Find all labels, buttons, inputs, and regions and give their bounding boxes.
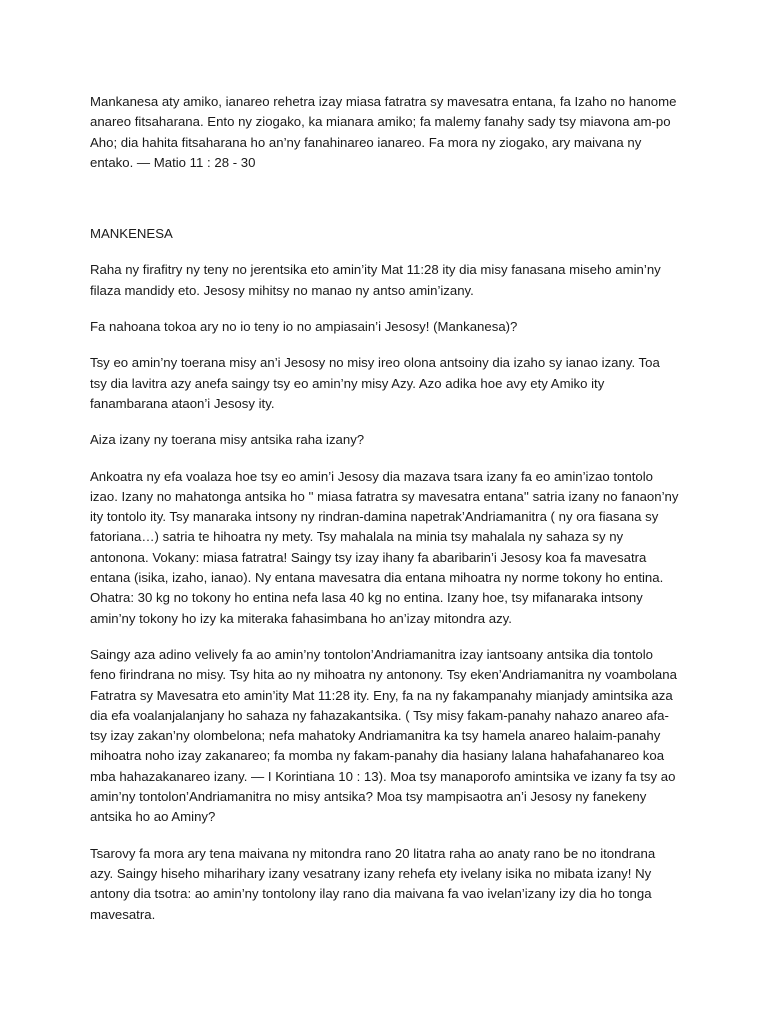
paragraph: Aiza izany ny toerana misy antsika raha izany?: [90, 432, 365, 448]
document-body: [90, 92, 680, 941]
section-heading: MANKENESA: [90, 226, 173, 242]
paragraph: Tsarovy fa mora ary tena maivana ny mitondra rano 20 litatra raha ao anaty rano be no itondrana azy. Saingy hiseho miharihary izany vesatrany izany rehefa ety ivelany isika no mibata izany! Ny antony dia tsotra: ao amin’ny tontolony ilay rano dia maivana fa vao ivelan’izany izy dia ho tonga mavesatra.: [90, 845, 656, 922]
paragraph: Raha ny firafitry ny teny no jerentsika eto amin’ity Mat 11:28 ity dia misy fanasana miseho amin’ny filaza mandidy eto. Jesosy mihitsy no manao ny antso amin’izany.: [90, 262, 661, 298]
paragraph: Ankoatra ny efa voalaza hoe tsy eo amin’i Jesosy dia mazava tsara izany fa eo amin’izao tontolo izao. Izany no mahatonga antsika ho '' miasa fatratra sy mavesatra entana'' satria izany no fanaon’ny ity tontolo ity. Tsy manaraka intsony ny rindran-damina napetrak’Andriamanitra ( ny ora fiasana sy fatoriana…) satria te hihoatra ny mety. Tsy mahalala na minia tsy mahalala ny sahaza sy ny antonona. Vokany: miasa fatratra! Saingy tsy izay ihany fa abaribarin’i Jesosy koa fa mavesatra entana (isika, izaho, ianao). Ny entana mavesatra dia entana mihoatra ny norme tokony ho entina. Ohatra: 30 kg no tokony ho entina nefa lasa 40 kg no entina. Izany hoe, tsy mifanaraka intsony amin’ny tokony ho izy ka miteraka fahasimbana ho an’izay mitondra azy.: [90, 468, 679, 626]
paragraph: Saingy aza adino velively fa ao amin’ny tontolon’Andriamanitra izay iantsoany antsika dia tontolo feno firindrana no misy. Tsy hita ao ny mihoatra ny antonony. Tsy eken’Andriamanitra ny voambolana Fatratra sy Mavesatra eto amin’ity Mat 11:28 ity. Eny, fa na ny fakampanahy mianjady amintsika aza dia efa voalanjalanjany ho sahaza ny fahazakantsika. ( Tsy misy fakam-panahy nahazo anareo afa-tsy izay zakan’ny olombelona; nefa mahatoky Andriamanitra ka tsy hamela anareo halaim-panahy mihoatra noho izay zakanareo; fa momba ny fakam-panahy dia hasiany lalana hahafahanareo koa mba hahazakanareo izany. — I Korintiana 10 : 13). Moa tsy manaporofo amintsika ve izany fa tsy ao amin’ny tontolon’Andriamanitra no misy antsika? Moa tsy mampisaotra an’i Jesosy ny fanekeny antsika ho ao Aminy?: [90, 646, 677, 825]
scripture-quote: Mankanesa aty amiko, ianareo rehetra izay miasa fatratra sy mavesatra entana, fa Izaho no hanome anareo fitsaharana. Ento ny ziogako, ka mianara amiko; fa malemy fanahy sady tsy miavona am-po Aho; dia hahita fitsaharana ho an’ny fanahinareo ianareo. Fa mora ny ziogako, ary maivana ny entako. — Matio 11 : 28 - 30: [90, 94, 677, 170]
paragraph: Fa nahoana tokoa ary no io teny io no ampiasain’i Jesosy! (Mankanesa)?: [90, 319, 518, 335]
paragraph: Tsy eo amin’ny toerana misy an’i Jesosy no misy ireo olona antsoiny dia izaho sy ianao izany. Toa tsy dia lavitra azy anefa saingy tsy eo amin’ny misy Azy. Azo adika hoe avy ety Amiko ity fanambarana ataon’i Jesosy ity.: [90, 355, 660, 411]
